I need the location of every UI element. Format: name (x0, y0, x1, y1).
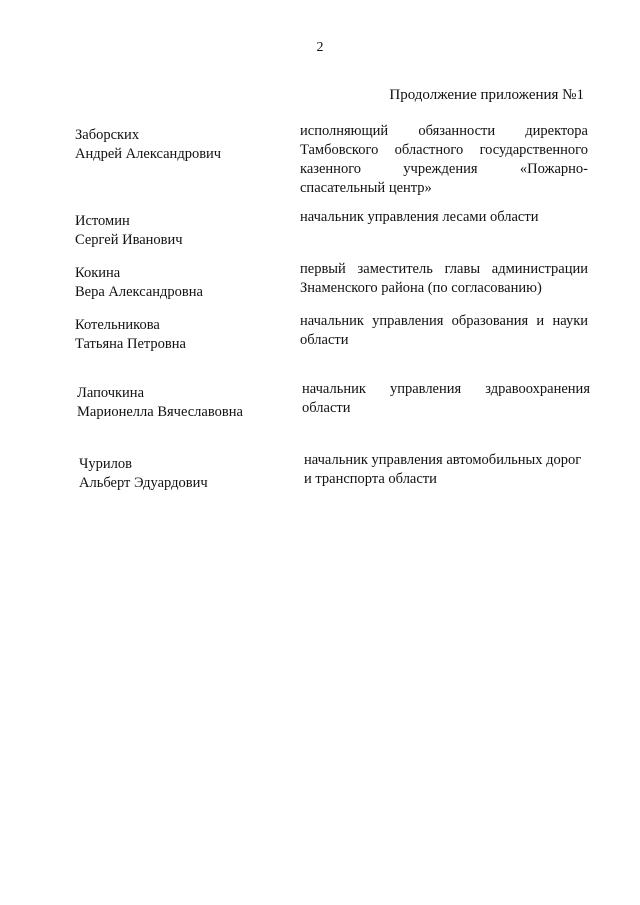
member-surname: Кокина (75, 265, 121, 281)
appendix-continuation-label: Продолжение приложения №1 (389, 87, 584, 103)
member-given-names: Сергей Иванович (75, 232, 183, 248)
member-position: начальник управления лесами области (300, 209, 539, 225)
member-position: начальник управления здравоохранения области (302, 381, 590, 416)
member-given-names: Альберт Эдуардович (79, 475, 208, 491)
member-position: первый заместитель главы администрации Знаменского района (по согласованию) (300, 261, 588, 296)
member-surname: Котельникова (75, 317, 160, 333)
member-name (75, 212, 285, 250)
member-surname: Заборских (75, 127, 140, 143)
member-given-names: Марионелла Вячеславовна (77, 404, 243, 420)
member-surname: Чурилов (79, 456, 133, 472)
member-given-names: Вера Александровна (75, 284, 203, 300)
member-position: начальник управления образования и науки области (300, 313, 588, 348)
member-name (79, 455, 289, 493)
member-name (75, 316, 285, 354)
member-given-names: Татьяна Петровна (75, 336, 186, 352)
member-name (75, 126, 285, 164)
member-name (77, 384, 287, 422)
member-name (75, 264, 285, 302)
member-position: начальник управления автомобильных дорог и транспорта области (304, 452, 582, 487)
member-surname: Лапочкина (77, 385, 145, 401)
page-number: 2 (316, 40, 324, 55)
member-surname: Истомин (75, 213, 130, 229)
member-given-names: Андрей Александрович (75, 146, 222, 162)
member-position: исполняющий обязанности директора Тамбовского областного государственного казенного учреждения «Пожарно-спасательный центр» (300, 123, 588, 196)
